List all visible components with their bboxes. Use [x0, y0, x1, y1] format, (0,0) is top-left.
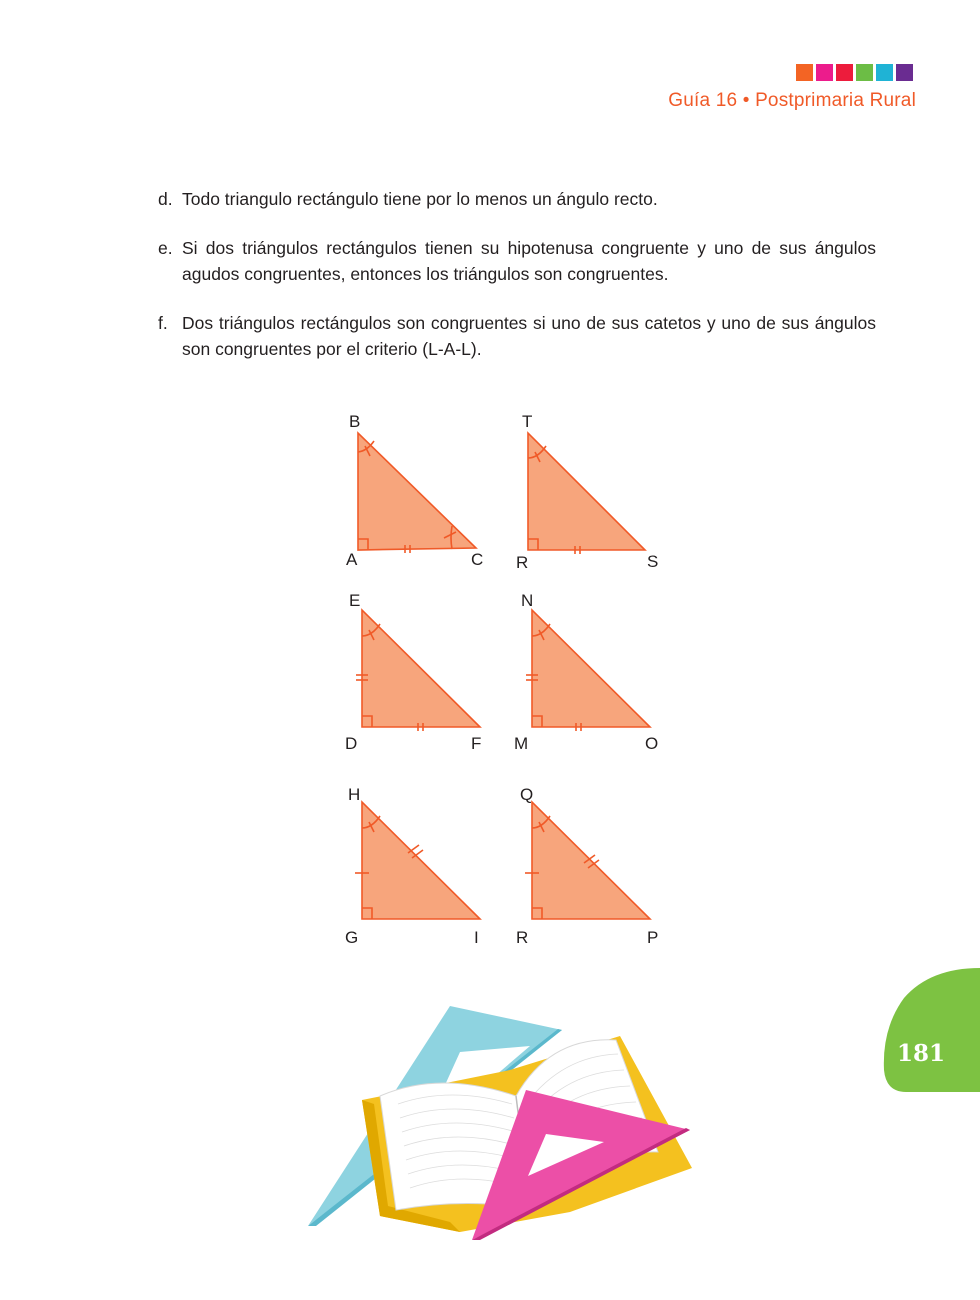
vertex-label: R [516, 553, 529, 572]
page-number-tab [882, 968, 980, 1092]
vertex-label: G [345, 928, 359, 947]
vertex-label: F [471, 734, 482, 753]
statement-marker: e. [158, 238, 173, 258]
header-title: Guía 16 • Postprimaria Rural [668, 90, 916, 111]
vertex-label: N [521, 591, 534, 610]
page-number: 181 [897, 1040, 946, 1067]
triangle-edf [356, 610, 480, 731]
triangle-nmo [526, 610, 650, 731]
vertex-label: O [645, 734, 659, 753]
vertex-label: E [349, 591, 361, 610]
vertex-label: R [516, 928, 529, 947]
vertex-label: M [514, 734, 529, 753]
triangle-trs [528, 433, 645, 554]
statement-text: Dos triángulos rectángulos son congruentes si uno de sus catetos y uno de sus ángulos son congruentes por el criterio (L-A-L). [182, 313, 876, 359]
vertex-label: D [345, 734, 358, 753]
triangle-qrp [525, 802, 650, 919]
vertex-label: T [522, 412, 533, 431]
vertex-label: Q [520, 785, 534, 804]
triangle-bac [358, 433, 476, 553]
triangle-hgi [355, 802, 480, 919]
vertex-label: A [346, 550, 358, 569]
statement-text: Si dos triángulos rectángulos tienen su hipotenusa congruente y uno de sus ángulos agudos congruentes, entonces los triángulos son congruentes. [182, 238, 876, 284]
vertex-label: S [647, 552, 659, 571]
vertex-label: B [349, 412, 361, 431]
vertex-label: H [348, 785, 361, 804]
statement-text: Todo triangulo rectángulo tiene por lo menos un ángulo recto. [182, 189, 658, 209]
vertex-label: I [474, 928, 479, 947]
statement-marker: d. [158, 189, 173, 209]
vertex-label: P [647, 928, 659, 947]
statement-marker: f. [158, 313, 168, 333]
book-and-set-squares-illustration [300, 1000, 700, 1250]
vertex-label: C [471, 550, 484, 569]
